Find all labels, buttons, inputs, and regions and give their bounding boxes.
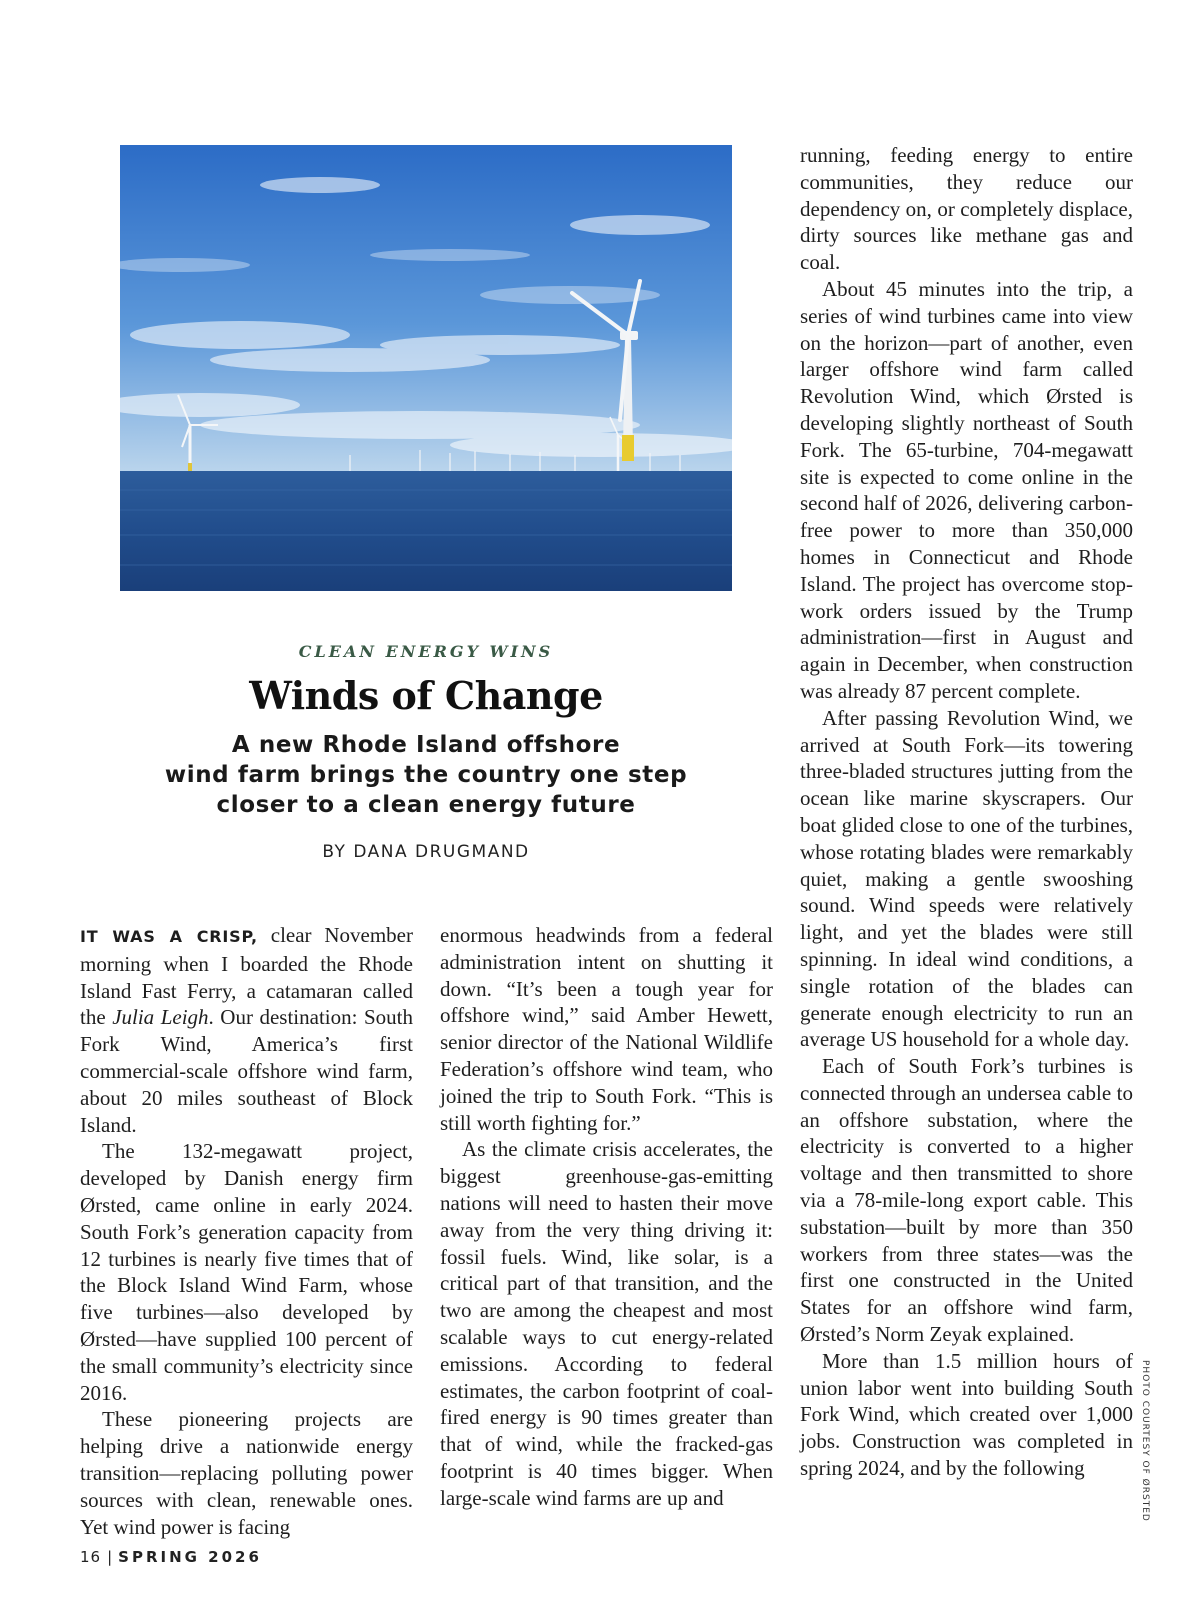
paragraph: As the climate crisis accelerates, the biggest greenhouse-gas-emitting nations will need to hasten their move away from the very thing driving it: fossil fuels. Wind, like solar, is a critical part of that transition, and the two are among the cheapest and most scalable ways to cut energy-related emissions. According to federal estimates, the carbon footprint of coal-fired energy is 90 times greater than that of wind, while the fracked-gas footprint is 40 times bigger. When large-scale wind farms are up and <box>440 1137 773 1510</box>
wind-farm-photo <box>120 145 732 591</box>
section-kicker: CLEAN ENERGY WINS <box>298 642 554 661</box>
paragraph-text: . Our destination: South Fork Wind, America’s first commercial-scale offshore wind farm, about 20 miles southeast of Block Island. <box>80 1005 413 1137</box>
folio-separator: | <box>107 1548 113 1566</box>
article-dek <box>120 730 732 820</box>
page-number: 16 <box>80 1548 102 1566</box>
paragraph <box>80 922 413 1138</box>
byline: BY DANA DRUGMAND <box>322 842 530 862</box>
body-column-3 <box>800 142 1133 1482</box>
paragraph: The 132-megawatt project, developed by Danish energy firm Ørsted, came online in early 2024. South Fork’s generation capacity from 12 turbines is nearly five times that of the Block Island Wind Farm, whose five turbines—also developed by Ørsted—have supplied 100 percent of the small community’s electricity since 2016. <box>80 1139 413 1405</box>
paragraph-text: clear November morning when I boarded the Rhode Island Fast Ferry, a catamaran called the <box>80 923 413 1030</box>
photo-credit: PHOTO COURTESY OF ØRSTED <box>1140 1360 1150 1522</box>
dek-line: wind farm brings the country one step <box>164 762 688 788</box>
paragraph: These pioneering projects are helping drive a nationwide energy transition—replacing polluting power sources with clean, renewable ones. Yet wind power is facing <box>80 1407 413 1539</box>
paragraph: More than 1.5 million hours of union labor went into building South Fork Wind, which created over 1,000 jobs. Construction was completed in spring 2024, and by the following <box>800 1348 1133 1481</box>
paragraph: Each of South Fork’s turbines is connected through an undersea cable to an offshore substation, where the electricity is converted to a higher voltage and then transmitted to shore via a 78-mile-long export cable. This substation—built by more than 350 workers from three states—was the first one constructed in the United States for an offshore wind farm, Ørsted’s Norm Zeyak explained. <box>800 1054 1133 1347</box>
ship-name: Julia Leigh <box>112 1005 209 1030</box>
article-title: Winds of Change <box>249 673 603 718</box>
body-column-2 <box>440 922 773 1512</box>
offshore-wind-turbines-photo <box>120 145 732 591</box>
lead-in: IT WAS A CRISP, <box>80 927 258 946</box>
paragraph: running, feeding energy to entire communities, they reduce our dependency on, or completely displace, dirty sources like methane gas and coal. <box>800 143 1133 275</box>
issue-label: SPRING 2026 <box>118 1548 262 1566</box>
paragraph: After passing Revolution Wind, we arrived at South Fork—its towering three-bladed structures jutting from the ocean like marine skyscrapers. Our boat glided close to one of the turbines, whose rotating blades were remarkably quiet, making a gentle swooshing sound. Wind speeds were relatively light, and yet the blades were still spinning. In ideal wind conditions, a single rotation of the blades can generate enough electricity to run an average US household for a whole day. <box>800 705 1133 1052</box>
paragraph: About 45 minutes into the trip, a series of wind turbines came into view on the horizon—part of another, even larger offshore wind farm called Revolution Wind, which Ørsted is developing slightly northeast of South Fork. The 65-turbine, 704-megawatt site is expected to come online in the second half of 2026, delivering carbon-free power to more than 350,000 homes in Connecticut and Rhode Island. The project has overcome stop-work orders issued by the Trump administration—first in August and again in December, when construction was already 87 percent complete. <box>800 276 1133 703</box>
body-column-1 <box>80 922 413 1540</box>
page-footer <box>80 1548 262 1566</box>
dek-line: A new Rhode Island offshore <box>231 732 621 758</box>
paragraph: enormous headwinds from a federal administration intent on shutting it down. “It’s been a tough year for offshore wind,” said Amber Hewett, senior director of the National Wildlife Federation’s offshore wind team, who joined the trip to South Fork. “This is still worth fighting for.” <box>440 923 773 1135</box>
dek-line: closer to a clean energy future <box>216 792 636 818</box>
